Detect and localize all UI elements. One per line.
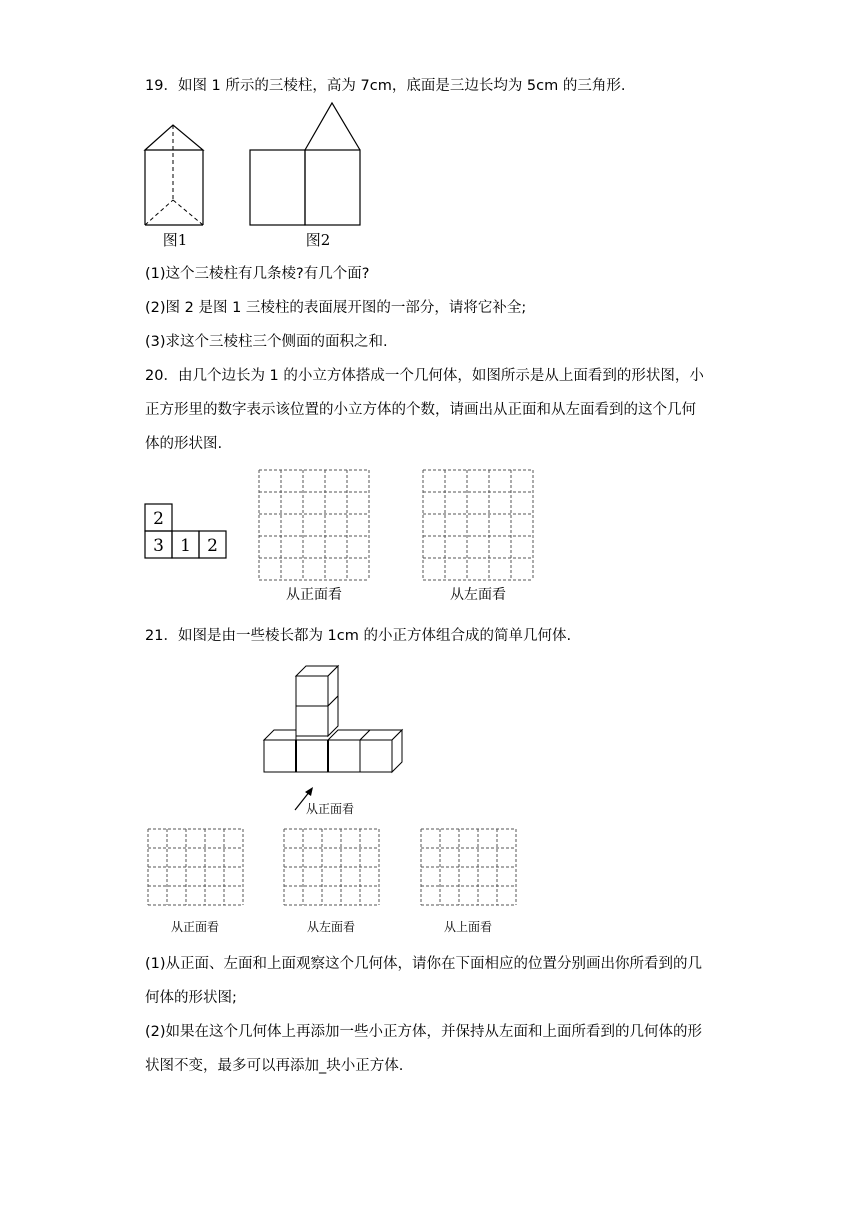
q19-part-2: (2)图 2 是图 1 三棱柱的表面展开图的一部分，请将它补全;	[145, 300, 527, 316]
top-view-number: 2	[153, 509, 164, 529]
q21-left-view-grid[interactable]	[283, 828, 379, 904]
q21-part-2-line-1: (2)如果在这个几何体上再添加一些小正方体，并保持从左面和上面所看到的几何体的形	[145, 1024, 703, 1040]
q21-arrow-label: 从正面看	[306, 802, 355, 816]
q20-top-view	[144, 503, 230, 559]
q20-line-1: 20．由几个边长为 1 的小立方体搭成一个几何体，如图所示是从上面看到的形状图，小	[145, 368, 704, 384]
top-view-number: 1	[180, 536, 191, 556]
q20-front-caption: 从正面看	[286, 587, 342, 603]
q21-front-caption: 从正面看	[170, 920, 219, 934]
q20-line-3: 体的形状图.	[145, 436, 223, 452]
fig2-caption: 图2	[305, 231, 331, 249]
fig1-triangular-prism	[140, 120, 210, 230]
q21-top-view-grid[interactable]	[420, 828, 516, 904]
top-view-number: 2	[207, 536, 218, 556]
top-view-number: 3	[153, 536, 164, 556]
q20-line-2: 正方形里的数字表示该位置的小立方体的个数，请画出从正面和从左面看到的这个几何	[145, 402, 696, 418]
q20-left-view-grid[interactable]	[422, 469, 534, 581]
q21-top-caption: 从上面看	[443, 920, 492, 934]
q19-stem: 19．如图 1 所示的三棱柱，高为 7cm，底面是三边长均为 5cm 的三角形.	[145, 78, 626, 94]
q20-front-view-grid[interactable]	[258, 469, 370, 581]
fig2-partial-net	[245, 100, 365, 228]
q20-left-caption: 从左面看	[450, 587, 506, 603]
q21-part-1-line-2: 何体的形状图;	[145, 990, 237, 1006]
q21-front-view-grid[interactable]	[147, 828, 243, 904]
q19-part-3: (3)求这个三棱柱三个侧面的面积之和.	[145, 334, 388, 350]
q21-part-2-line-2: 状图不变，最多可以再添加_块小正方体.	[145, 1058, 404, 1074]
q21-cube-solid	[262, 660, 404, 775]
q19-part-1: (1)这个三棱柱有几条棱?有几个面?	[145, 266, 370, 282]
fig1-caption: 图1	[162, 231, 188, 249]
q21-part-1-line-1: (1)从正面、左面和上面观察这个几何体，请你在下面相应的位置分别画出你所看到的几	[145, 956, 703, 972]
q21-stem: 21．如图是由一些棱长都为 1cm 的小正方体组合成的简单几何体.	[145, 628, 572, 644]
q21-left-caption: 从左面看	[306, 920, 355, 934]
